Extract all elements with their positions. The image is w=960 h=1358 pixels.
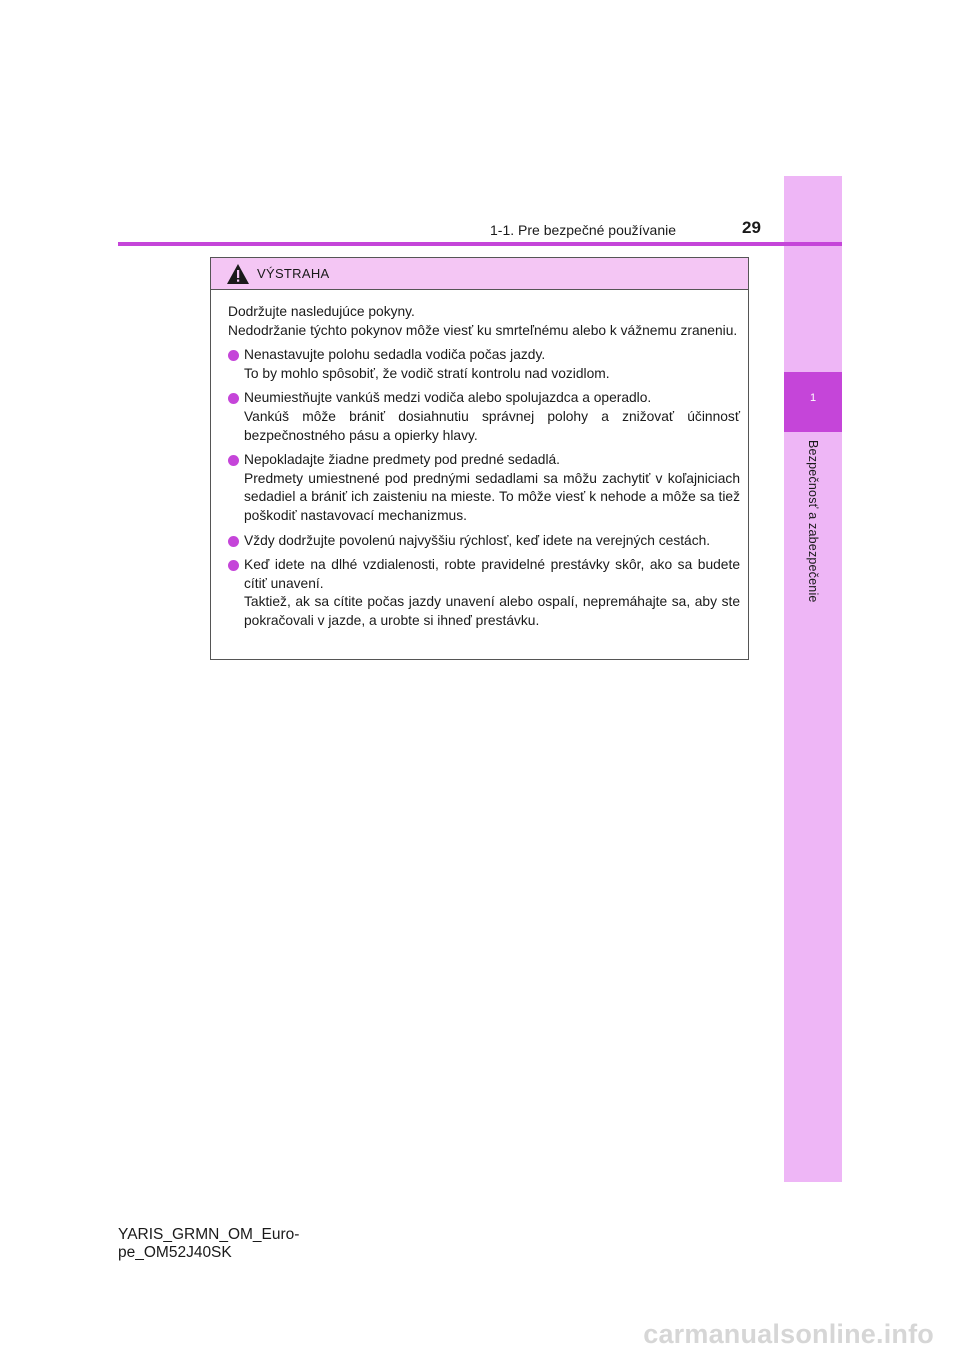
chapter-number: 1 — [784, 372, 842, 432]
document-code — [118, 1226, 299, 1262]
bullet-line: Vankúš môže brániť dosiahnutiu správnej polohy a znižovať účinnosť bezpečnostného pásu a opierky hlavy. — [244, 408, 740, 443]
page-number: 29 — [742, 218, 761, 237]
warning-header — [211, 258, 748, 290]
bullet-line: Neumiestňujte vankúš medzi vodiča alebo spolujazdca a operadlo. — [244, 390, 652, 406]
warning-intro-line: Nedodržanie týchto pokynov môže viesť ku smrteľnému alebo k vážnemu zraneniu. — [228, 322, 738, 338]
document-code-line: YARIS_GRMN_OM_Euro- — [118, 1226, 300, 1243]
bullet-line: Nepokladajte žiadne predmety pod predné sedadlá. — [244, 452, 561, 468]
bullet-dot-icon — [228, 350, 239, 361]
bullet-dot-icon — [228, 393, 239, 404]
chapter-side-tab — [784, 176, 842, 1182]
list-item — [228, 556, 740, 630]
document-code-line: pe_OM52J40SK — [118, 1244, 232, 1261]
bullet-line: To by mohlo spôsobiť, že vodič stratí kontrolu nad vozidlom. — [244, 365, 610, 381]
watermark: carmanualsonline.info — [643, 1319, 934, 1349]
bullet-dot-icon — [228, 455, 239, 466]
bullet-line: Vždy dodržujte povolenú najvyššiu rýchlosť, keď idete na verejných cestách. — [244, 532, 711, 548]
bullet-line: Nenastavujte polohu sedadla vodiča počas jazdy. — [244, 347, 546, 363]
warning-body — [211, 290, 748, 631]
section-title: 1-1. Pre bezpečné používanie — [490, 222, 677, 238]
list-item — [228, 451, 740, 525]
warning-triangle-icon — [226, 263, 250, 285]
bullet-dot-icon — [228, 536, 239, 547]
warning-box — [210, 257, 749, 660]
bullet-dot-icon — [228, 560, 239, 571]
header-rule — [118, 242, 842, 246]
bullet-line: Predmety umiestnené pod prednými sedadlami sa môžu zachytiť v koľajniciach sedadiel a brániť ich zaisteniu na mieste. To môže viesť k nehode a môže sa tiež poškodiť nastavovací mechanizmus. — [244, 470, 740, 523]
list-item — [228, 389, 740, 445]
warning-intro-line: Dodržujte nasledujúce pokyny. — [228, 304, 415, 319]
bullet-line: Keď idete na dlhé vzdialenosti, robte pravidelné prestávky skôr, ako sa budete cítiť unavení. — [244, 557, 740, 591]
list-item — [228, 346, 740, 383]
warning-list — [228, 346, 740, 630]
warning-title: VÝSTRAHA — [257, 266, 330, 281]
list-item — [228, 532, 740, 551]
bullet-line: Taktiež, ak sa cítite počas jazdy unavení alebo ospalí, nepremáhajte sa, aby ste pokračovali v jazde, a urobte si ihneď prestávku. — [244, 594, 740, 628]
chapter-title: Bezpečnosť a zabezpečenie — [806, 440, 820, 603]
